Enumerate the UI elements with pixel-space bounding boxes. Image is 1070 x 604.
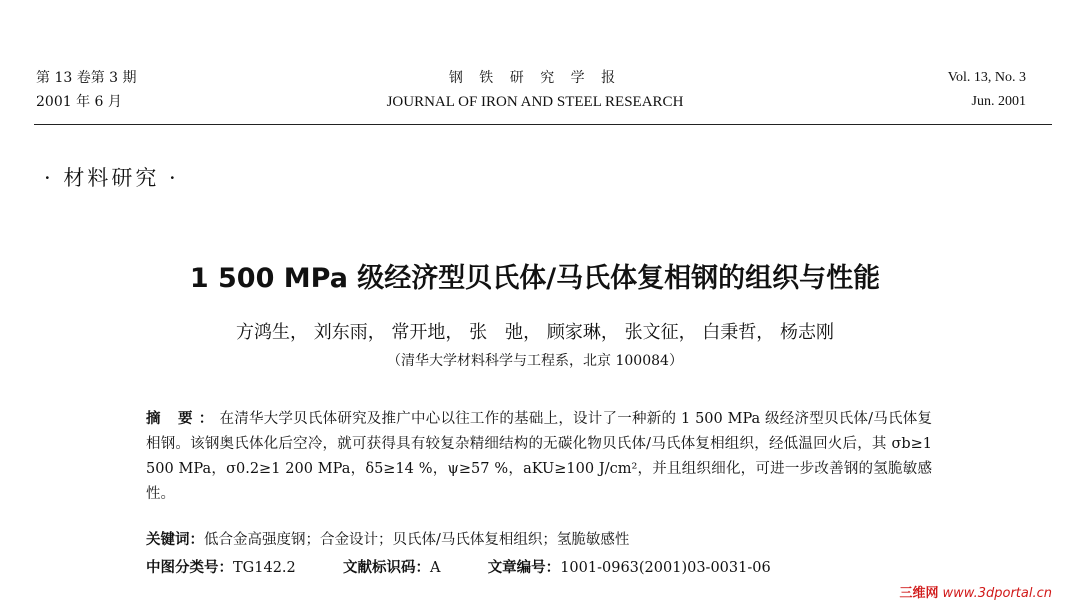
- article-number-value: 1001-0963(2001)03-0031-06: [560, 560, 771, 576]
- abstract-label: 摘 要：: [146, 411, 220, 427]
- abstract: [146, 407, 932, 507]
- journal-name-en: JOURNAL OF IRON AND STEEL RESEARCH: [386, 94, 684, 110]
- article-number-label: 文章编号：: [487, 560, 561, 576]
- header-right: [948, 66, 1026, 114]
- clc-value: TG142.2: [233, 560, 296, 576]
- date-cn: 2001 年 6 月: [36, 94, 122, 110]
- doc-code-value: A: [429, 560, 441, 576]
- doc-code-label: 文献标识码：: [342, 560, 430, 576]
- header-center: [0, 66, 1070, 114]
- paper-title: 1 500 MPa 级经济型贝氏体/马氏体复相钢的组织与性能: [189, 263, 881, 294]
- watermark-url: www.3dportal.cn: [942, 586, 1052, 601]
- watermark-brand: 三维网: [899, 586, 939, 601]
- abstract-text: 在清华大学贝氏体研究及推广中心以往工作的基础上，设计了一种新的 1 500 MPa 级经济型贝氏体/马氏体复相钢。该钢奥氏体化后空冷，就可获得具有较复杂精细结构的无碳化物贝氏体/马氏体复相组织，经低温回火后，其 σb≥1 500 MPa，σ0.2≥1 200 MPa，δ5≥14 %，ψ≥57 %，aKU≥100 J/cm²，并且组织细化，可进一步改善钢的氢脆敏感性。: [146, 411, 932, 502]
- watermark: [900, 582, 1052, 601]
- section-label: · 材料研究 ·: [44, 166, 179, 190]
- issue-cn: 第 13 卷第 3 期: [36, 70, 137, 86]
- keywords-text: 低合金高强度钢；合金设计；贝氏体/马氏体复相组织；氢脆敏感性: [204, 532, 630, 548]
- classification-line: [146, 556, 771, 577]
- keywords-label: 关键词：: [146, 532, 204, 548]
- author-list: 方鸿生， 刘东雨， 常开地， 张 弛， 顾家琳， 张文征， 白秉哲， 杨志刚: [235, 322, 835, 343]
- date-en: Jun. 2001: [971, 94, 1026, 109]
- affiliation: （清华大学材料科学与工程系，北京 100084）: [387, 353, 683, 369]
- keywords: [146, 528, 629, 549]
- header-rule: [34, 124, 1052, 125]
- volume-en: Vol. 13, No. 3: [947, 70, 1026, 85]
- journal-name-cn: 钢 铁 研 究 学 报: [448, 70, 622, 86]
- clc-label: 中图分类号：: [146, 560, 233, 576]
